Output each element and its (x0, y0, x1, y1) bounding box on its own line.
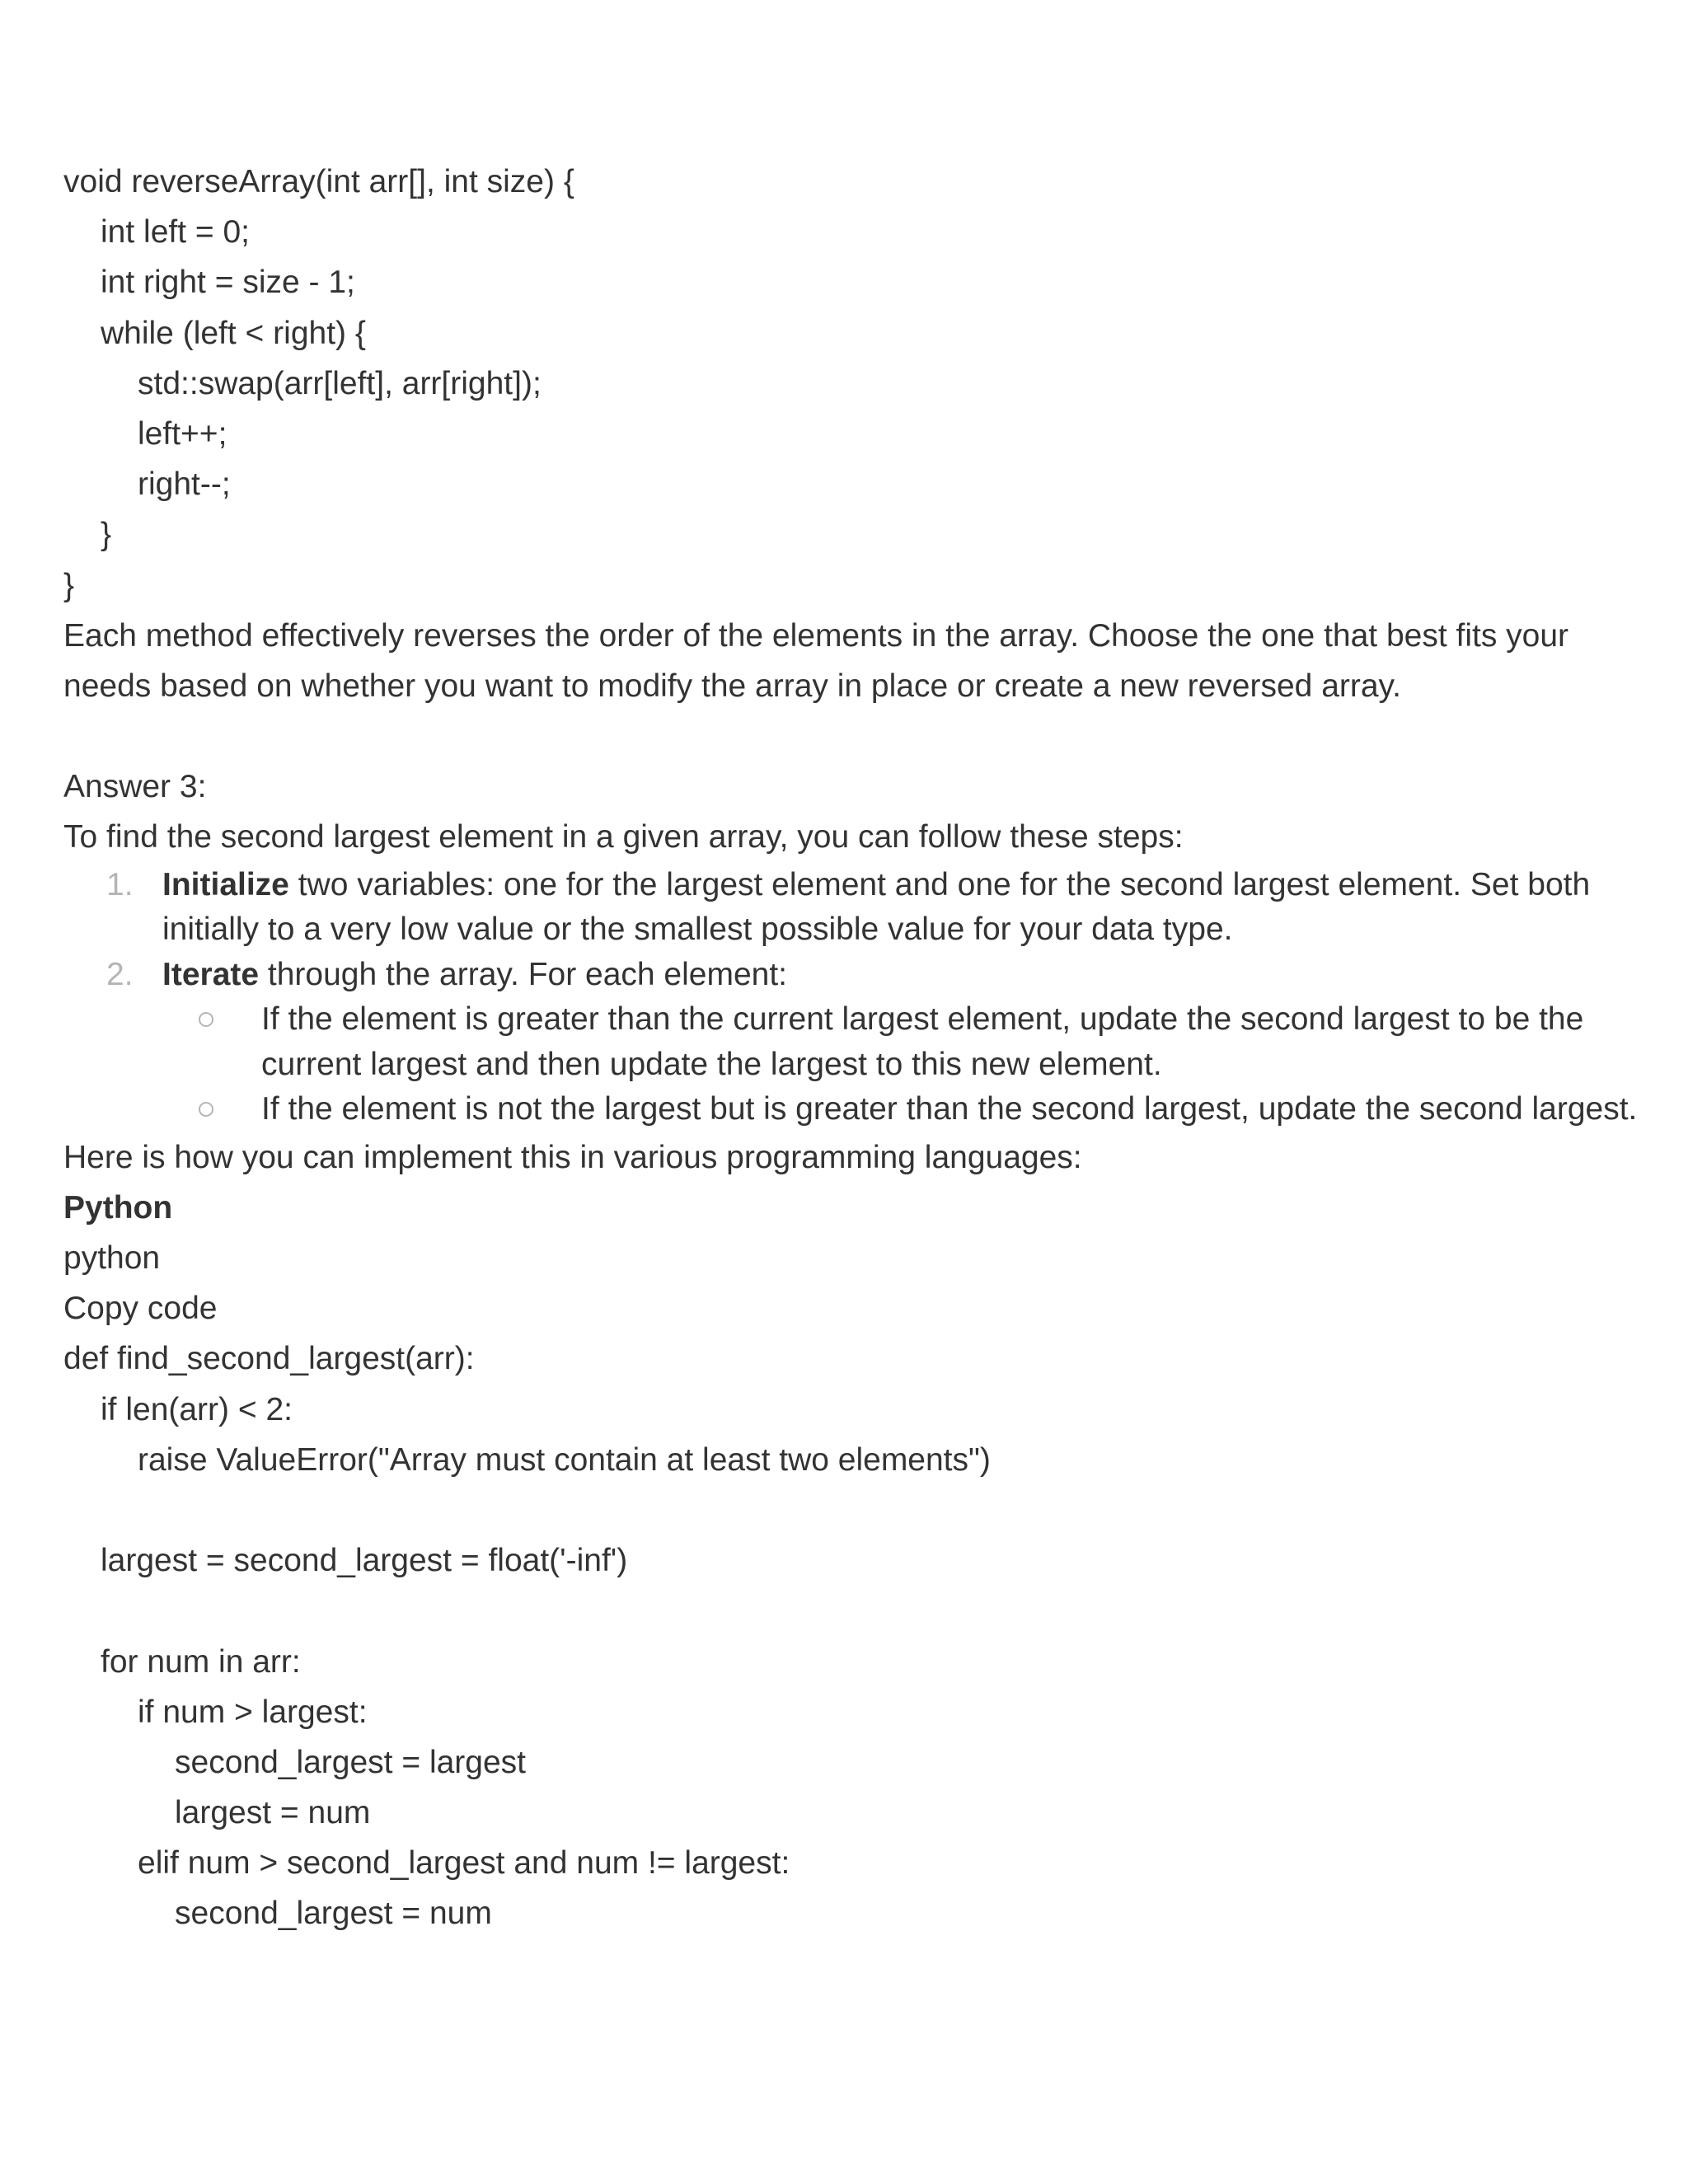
circle-bullet-icon (199, 1102, 213, 1117)
intro-text: To find the second largest element in a given array, you can follow these steps: (63, 819, 1184, 855)
code-blank-line (63, 1586, 1629, 1636)
step-keyword: Iterate (162, 956, 260, 992)
code-line: second_largest = num (175, 1896, 492, 1932)
list-item (63, 997, 1679, 1087)
python-code-block (63, 1333, 1629, 1938)
list-number: 2. (106, 956, 134, 992)
step-text: through the array. For each element: (259, 956, 788, 992)
code-line: raise ValueError("Array must contain at least two elements") (138, 1441, 991, 1478)
answer-heading: Answer 3: (63, 769, 207, 805)
code-line: int left = 0; (101, 214, 251, 251)
code-line: if len(arr) < 2: (101, 1391, 293, 1427)
list-item (63, 863, 1629, 953)
code-line: while (left < right) { (101, 315, 366, 351)
copy-code-button[interactable]: Copy code (63, 1291, 218, 1327)
code-line: def find_second_largest(arr): (63, 1341, 475, 1377)
substep-text: If the element is greater than the current largest element, update the second largest to be the current largest and then update the largest to this new element. (261, 1001, 1584, 1082)
code-line: left++; (138, 415, 227, 452)
list-item (63, 953, 1629, 998)
code-blank-line (63, 1485, 1629, 1535)
code-line: largest = second_largest = float('-inf') (101, 1543, 628, 1579)
cpp-code-block (63, 157, 1629, 611)
code-line: elif num > second_largest and num != largest: (138, 1845, 790, 1882)
circle-bullet-icon (199, 1012, 213, 1027)
code-line: void reverseArray(int arr[], int size) { (63, 164, 574, 199)
step-text: two variables: one for the largest element and one for the second largest element. Set both initially to a very low value or the smallest possible value for your data type. (162, 866, 1591, 948)
code-language-label: python (63, 1240, 161, 1277)
document-page (63, 157, 1638, 1939)
code-line: int right = size - 1; (101, 265, 355, 301)
steps-list (63, 863, 1638, 1132)
code-line: } (101, 517, 112, 553)
substep-text: If the element is not the largest but is greater than the second largest, update the second largest. (261, 1091, 1638, 1127)
summary-paragraph: Each method effectively reverses the order of the elements in the array. Choose the one that best fits your needs based on whether you want to modify the array in place or create a new reversed array. (63, 617, 1569, 704)
step-keyword: Initialize (162, 866, 289, 902)
list-item (63, 1087, 1679, 1132)
code-line: for num in arr: (101, 1643, 301, 1680)
code-line: } (63, 567, 75, 603)
code-line: second_largest = largest (175, 1744, 527, 1780)
code-line: if num > largest: (138, 1694, 368, 1730)
code-line: right--; (138, 466, 231, 503)
list-number: 1. (106, 866, 134, 902)
python-heading: Python (63, 1189, 173, 1226)
code-line: std::swap(arr[left], arr[right]); (138, 365, 542, 401)
code-line: largest = num (175, 1795, 371, 1831)
spacer (63, 711, 1629, 762)
implement-text: Here is how you can implement this in various programming languages: (63, 1139, 1082, 1175)
